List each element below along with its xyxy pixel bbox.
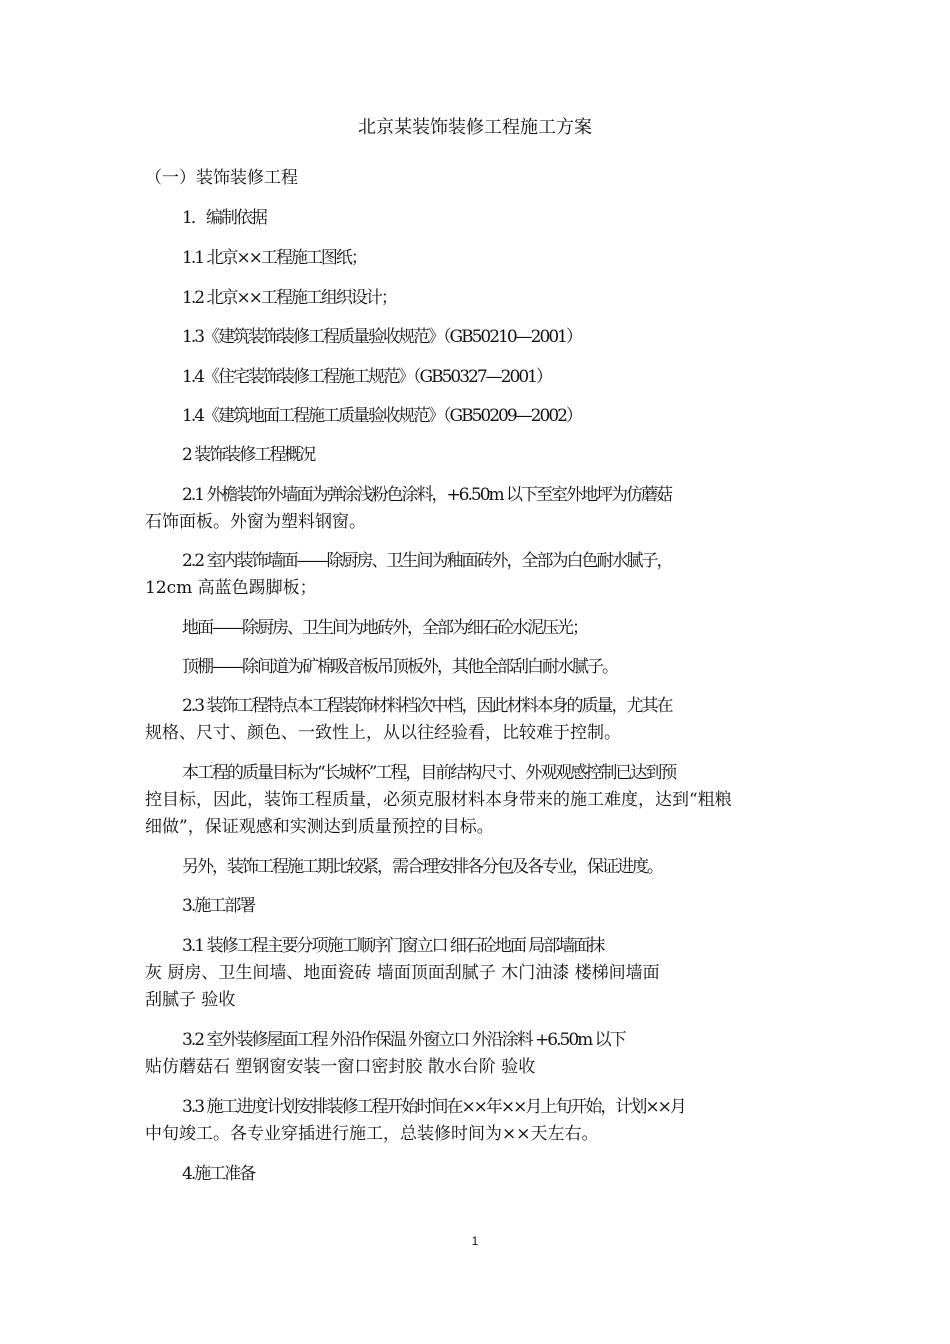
paragraph-line: 2.2 室内装饰墙面——除厨房、卫生间为釉面砖外，全部为白色耐水腻子， — [182, 551, 672, 571]
page-number: 1 — [471, 1234, 479, 1248]
paragraph-line: 控目标，因此，装饰工程质量，必须克服材料本身带来的施工难度，达到“粗粮 — [145, 790, 732, 810]
reference-item: 1.2 北京××工程施工组织设计； — [182, 288, 396, 308]
paragraph-line: 本工程的质量目标为“长城杯”工程，目前结构尺寸、外观观感控制已达到预 — [182, 763, 676, 783]
section-heading: （一）装饰装修工程 — [145, 168, 298, 188]
paragraph-line: 石饰面板。外窗为塑料钢窗。 — [145, 512, 366, 532]
paragraph-line: 3.3 施工进度计划安排装修工程开始时间在××年××月上旬开始，计划××月 — [182, 1097, 685, 1117]
paragraph-line: 规格、尺寸、颜色、一致性上，从以往经验看，比较难于控制。 — [145, 723, 621, 743]
paragraph-line: 另外，装饰工程施工期比较紧，需合理安排各分包及各专业，保证进度。 — [182, 857, 662, 877]
paragraph-line: 顶棚——除间道为矿棉吸音板吊顶板外，其他全部刮白耐水腻子。 — [182, 657, 617, 677]
paragraph-line: 12cm 高蓝色踢脚板； — [145, 578, 317, 598]
paragraph-line: 灰 厨房、卫生间墙、地面瓷砖 墙面顶面刮腻子 木门油漆 楼梯间墙面 — [145, 963, 660, 983]
document-title: 北京某装饰装修工程施工方案 — [358, 117, 592, 138]
subsection-heading: 3.施工部署 — [182, 896, 255, 916]
paragraph-line: 刮腻子 验收 — [145, 990, 236, 1010]
paragraph-line: 地面——除厨房、卫生间为地砖外，全部为细石砼水泥压光； — [182, 618, 587, 638]
subsection-heading: 4.施工准备 — [182, 1164, 255, 1184]
reference-item: 1.4《建筑地面工程施工质量验收规范》（GB50209—2002） — [182, 406, 581, 426]
paragraph-line: 细做”，保证观感和实测达到质量预控的目标。 — [145, 817, 494, 837]
paragraph-line: 2.1 外檐装饰外墙面为弹涂浅粉色涂料，+6.50m 以下至室外地坪为仿蘑菇 — [182, 485, 672, 505]
paragraph-line: 3.2 室外装修屋面工程 外沿作保温 外窗立口 外沿涂料 +6.50m 以下 — [182, 1030, 625, 1050]
reference-item: 1.3《建筑装饰装修工程质量验收规范》（GB50210—2001） — [182, 327, 581, 347]
paragraph-line: 3.1 装修工程主要分项施工顺序门窗立口 细石砼地面 局部墙面抹 — [182, 936, 604, 956]
paragraph-line: 中旬竣工。各专业穿插进行施工，总装修时间为××天左右。 — [145, 1124, 599, 1144]
subsection-heading: 1．编制依据 — [182, 208, 266, 228]
reference-item: 1.1 北京××工程施工图纸； — [182, 248, 366, 268]
paragraph-line: 2.3 装饰工程特点本工程装饰材料档次中档，因此材料本身的质量，尤其在 — [182, 696, 672, 716]
paragraph-line: 贴仿蘑菇石 塑钢窗安装一窗口密封胶 散水台阶 验收 — [145, 1057, 536, 1077]
subsection-heading: 2 装饰装修工程概况 — [182, 445, 315, 465]
reference-item: 1.4《住宅装饰装修工程施工规范》（GB50327—2001） — [182, 367, 551, 387]
